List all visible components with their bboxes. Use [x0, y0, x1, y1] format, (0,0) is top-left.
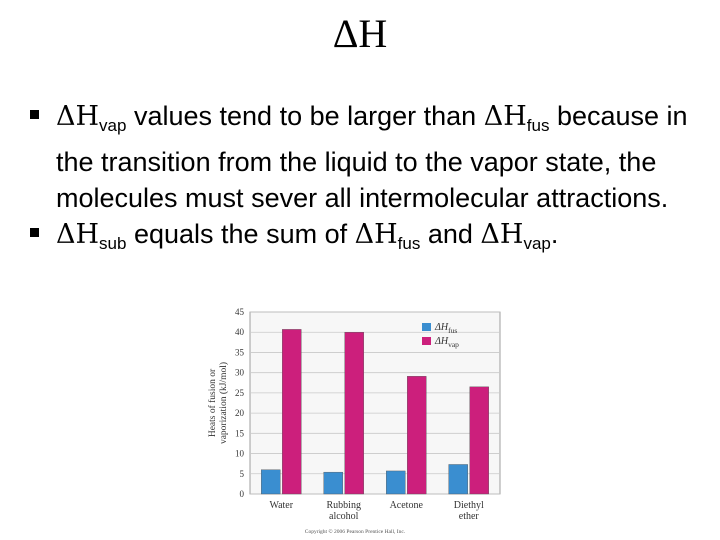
- bullet-item: [30, 216, 700, 262]
- y-tick-label: 5: [239, 468, 244, 479]
- y-axis-label: vaporization (kJ/mol): [219, 361, 229, 445]
- text-run: equals the sum of: [126, 219, 355, 249]
- bullet-item: [30, 98, 700, 216]
- heats-bar-chart: [205, 302, 510, 536]
- bullet-text: [56, 219, 559, 253]
- bar-fus: [449, 464, 468, 494]
- legend-label: $\Delta H_{fus}$: [435, 322, 458, 335]
- bullet-list: [30, 98, 700, 262]
- delta-h-symbol: ΔH: [354, 219, 398, 250]
- bar-vap: [470, 387, 489, 494]
- subscript: vap: [523, 234, 551, 253]
- y-tick-label: 35: [235, 347, 244, 358]
- copyright-text: Copyright © 2006 Pearson Prentice Hall, Inc.: [304, 529, 406, 535]
- legend-swatch: [422, 323, 431, 331]
- x-tick-label: alcohol: [329, 511, 359, 522]
- y-tick-label: 45: [235, 307, 244, 317]
- y-tick-label: 10: [235, 448, 244, 459]
- y-tick-label: 0: [239, 489, 244, 499]
- subscript: fus: [526, 116, 550, 135]
- bar-vap: [282, 329, 301, 494]
- x-tick-label: Water: [269, 500, 294, 511]
- bar-vap: [345, 332, 364, 494]
- bar-fus: [324, 472, 343, 494]
- y-tick-label: 20: [235, 408, 244, 419]
- subscript: vap: [99, 116, 127, 135]
- x-tick-label: Diethyl: [453, 500, 484, 511]
- delta-h-symbol: ΔH: [483, 101, 527, 132]
- y-tick-label: 40: [235, 327, 244, 338]
- slide-title: ΔH: [332, 11, 388, 56]
- delta-h-symbol: ΔH: [56, 219, 100, 250]
- text-run: because in the transition from the liquid to the vapor state, the molecules must sever all intermolecular attractions.: [56, 101, 688, 213]
- x-tick-label: Acetone: [389, 500, 423, 511]
- legend-swatch: [422, 337, 431, 345]
- y-tick-label: 15: [235, 428, 244, 439]
- x-tick-label: ether: [458, 511, 479, 522]
- subscript: sub: [99, 234, 127, 253]
- y-axis-label: Heats of fusion or: [208, 368, 218, 438]
- text-run: .: [550, 219, 559, 249]
- legend-label: $\Delta H_{vap}$: [435, 336, 459, 349]
- bullet-text: [56, 101, 688, 213]
- text-run: values tend to be larger than: [126, 101, 484, 131]
- bar-vap: [407, 376, 426, 494]
- square-bullet-icon: [30, 110, 39, 119]
- subscript: fus: [397, 234, 421, 253]
- text-run: and: [420, 219, 481, 249]
- y-tick-label: 30: [235, 367, 244, 378]
- x-tick-label: Rubbing: [326, 500, 361, 511]
- square-bullet-icon: [30, 228, 39, 237]
- y-tick-label: 25: [235, 387, 244, 398]
- bar-fus: [261, 470, 280, 494]
- bar-fus: [386, 471, 405, 494]
- delta-h-symbol: ΔH: [480, 219, 524, 250]
- delta-h-symbol: ΔH: [56, 101, 100, 132]
